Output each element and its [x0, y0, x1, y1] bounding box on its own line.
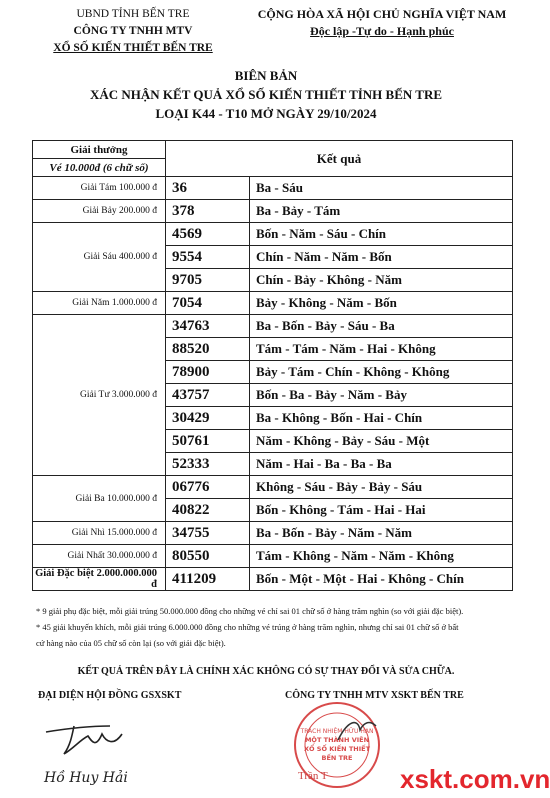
signature-right-title: CÔNG TY TNHH MTV XSKT BẾN TRE: [285, 690, 464, 701]
issuer-block: [28, 6, 238, 57]
title-line-2: XÁC NHẬN KẾT QUẢ XỔ SỐ KIẾN THIẾT TỈNH BẾN TRE: [89, 87, 443, 102]
prize-label: Giải Nhì 15.000.000 đ: [33, 522, 166, 545]
number-in-words: Bảy - Tám - Chín - Không - Không: [250, 361, 513, 384]
number-in-words: Bốn - Không - Tám - Hai - Hai: [250, 499, 513, 522]
number-in-words: Chín - Bảy - Không - Năm: [250, 269, 513, 292]
note-3: cứ hàng nào của 05 chữ số còn lại (so với giải đặc biệt).: [36, 638, 226, 648]
signature-right: [298, 710, 398, 750]
number-in-words: Ba - Không - Bốn - Hai - Chín: [250, 407, 513, 430]
number-in-words: Ba - Sáu: [250, 177, 513, 200]
number-in-words: Không - Sáu - Bảy - Bảy - Sáu: [250, 476, 513, 499]
number-in-words: Ba - Bốn - Bảy - Năm - Năm: [250, 522, 513, 545]
issuer-line-1: UBND TỈNH BẾN TRE: [76, 8, 190, 20]
result-row: [33, 200, 513, 223]
issuer-line-2: CÔNG TY TNHH MTV: [73, 25, 193, 37]
watermark: xskt.com.vn: [400, 764, 550, 794]
result-row: [33, 545, 513, 568]
winning-number: 78900: [166, 361, 250, 384]
winning-number: 411209: [166, 568, 250, 591]
motto-line-1: CỘNG HÒA XÃ HỘI CHỦ NGHĨA VIỆT NAM: [257, 7, 507, 21]
prize-label: Giải Sáu 400.000 đ: [33, 223, 166, 292]
signature-left-title: ĐẠI DIỆN HỘI ĐỒNG GSXSKT: [38, 690, 182, 701]
result-row: [33, 292, 513, 315]
number-in-words: Ba - Bảy - Tám: [250, 200, 513, 223]
number-in-words: Tám - Không - Năm - Năm - Không: [250, 545, 513, 568]
prize-label: Giải Tám 100.000 đ: [33, 177, 166, 200]
number-in-words: Chín - Năm - Năm - Bốn: [250, 246, 513, 269]
result-row: [33, 568, 513, 591]
note-2: * 45 giải khuyến khích, mỗi giải trúng 6.000.000 đồng cho những vé trúng ở hàng trăm nghìn, nhưng chỉ sai 01 chữ số ở bất: [36, 622, 459, 632]
number-in-words: Bốn - Một - Một - Hai - Không - Chín: [250, 568, 513, 591]
winning-number: 06776: [166, 476, 250, 499]
winning-number: 36: [166, 177, 250, 200]
title-line-1: BIÊN BẢN: [234, 68, 298, 83]
winning-number: 7054: [166, 292, 250, 315]
winning-number: 378: [166, 200, 250, 223]
note-1: * 9 giải phụ đặc biệt, mỗi giải trúng 50.000.000 đồng cho những vé chỉ sai 01 chữ số ở hàng trăm nghìn (so với giải đặc biệt).: [36, 606, 464, 616]
title-line-3: LOẠI K44 - T10 MỞ NGÀY 29/10/2024: [155, 106, 377, 121]
winning-number: 40822: [166, 499, 250, 522]
winning-number: 80550: [166, 545, 250, 568]
number-in-words: Năm - Hai - Ba - Ba - Ba: [250, 453, 513, 476]
stamp-line-1: TRÁCH NHIỆM HỮU HẠN: [300, 728, 374, 735]
signature-left: [40, 712, 160, 760]
prize-label: Giải Đặc biệt 2.000.000.000 đ: [33, 568, 166, 591]
result-row: [33, 223, 513, 246]
prize-label: Giải Nhất 30.000.000 đ: [33, 545, 166, 568]
result-row: [33, 476, 513, 499]
prize-label: Giải Ba 10.000.000 đ: [33, 476, 166, 522]
winning-number: 50761: [166, 430, 250, 453]
prize-header: Giải thưởng: [33, 141, 166, 159]
number-in-words: Ba - Bốn - Bảy - Sáu - Ba: [250, 315, 513, 338]
signer-name-left-handwriting: [40, 760, 150, 794]
winning-number: 43757: [166, 384, 250, 407]
results-table: [32, 140, 513, 591]
winning-number: 88520: [166, 338, 250, 361]
result-row: [33, 315, 513, 338]
winning-number: 4569: [166, 223, 250, 246]
winning-number: 9554: [166, 246, 250, 269]
prize-label: Giải Bảy 200.000 đ: [33, 200, 166, 223]
prize-label: Giải Tư 3.000.000 đ: [33, 315, 166, 476]
winning-number: 52333: [166, 453, 250, 476]
issuer-line-3: XỔ SỐ KIẾN THIẾT BẾN TRE: [53, 42, 213, 54]
summary-statement: KẾT QUẢ TRÊN ĐÂY LÀ CHÍNH XÁC KHÔNG CÓ SỰ THAY ĐỔI VÀ SỬA CHỮA.: [77, 666, 455, 677]
notes: [36, 603, 506, 651]
signer-right: Trần T: [298, 770, 328, 782]
winning-number: 30429: [166, 407, 250, 430]
result-row: [33, 177, 513, 200]
document-title: [0, 66, 532, 123]
result-header: Kết quả: [166, 141, 513, 177]
number-in-words: Tám - Tám - Năm - Hai - Không: [250, 338, 513, 361]
stamp-line-2: MỘT THÀNH VIÊN: [304, 736, 370, 744]
stamp-line-3: XỔ SỐ KIẾN THIẾT: [303, 745, 371, 753]
winning-number: 34763: [166, 315, 250, 338]
result-row: [33, 522, 513, 545]
signer-left: Hồ Huy Hải: [44, 770, 128, 786]
winning-number: 9705: [166, 269, 250, 292]
number-in-words: Bốn - Năm - Sáu - Chín: [250, 223, 513, 246]
ticket-info: Vé 10.000đ (6 chữ số): [33, 159, 166, 177]
number-in-words: Bốn - Ba - Bảy - Năm - Bảy: [250, 384, 513, 407]
motto-line-2: Độc lập -Tự do - Hạnh phúc: [310, 24, 454, 38]
number-in-words: Năm - Không - Bảy - Sáu - Một: [250, 430, 513, 453]
national-motto: [252, 6, 512, 40]
winning-number: 34755: [166, 522, 250, 545]
prize-label: Giải Năm 1.000.000 đ: [33, 292, 166, 315]
number-in-words: Bảy - Không - Năm - Bốn: [250, 292, 513, 315]
stamp-line-4: BẾN TRE: [321, 754, 353, 762]
